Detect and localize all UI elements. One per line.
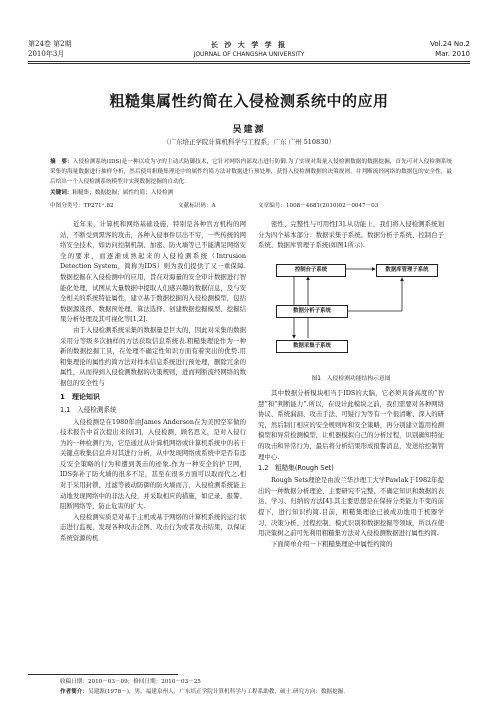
footnote-received: 收稿日期：2010－03－09；修回日期：2010－03－25 bbox=[60, 679, 201, 685]
subsection-heading-1-1: 1.1 入侵检测系统 bbox=[60, 405, 117, 414]
paragraph-confidentiality: 密性、完整性与可用性[3].从功能上，我们将入侵检测系统划分为四个基本部分：数据采集子系统、数据分析子系统、控制台子系统、数据库管理子系统(如图1所示). bbox=[258, 220, 444, 250]
figure-box-analysis: 数据分析子系统 bbox=[276, 305, 348, 318]
paper-title: 粗糙集属性约简在入侵检测系统中的应用 bbox=[109, 92, 389, 110]
figure-box-collect: 数据采集子系统 bbox=[276, 340, 348, 353]
header-journal-en: JOURNAL OF CHANGSHA UNIVERSITY bbox=[193, 51, 305, 58]
paragraph-ids: 入侵检测是在1980年由James Anderson在为美国空军做的技术报告中首次提出来的[3]，入侵检测，顾名思义，是对入侵行为的一种检测行为，它是通过从计算机网络或计算机系统中的若干关键点收集信息并对其进行分析，从中发现网络或系统中是否有违反安全策略的行为和遭到袭击的迹象.作为一种安全的护卫网，IDS弥补了防火墙的很多不足，甚至在很多方面可以取而代之.相对于采用封锁、过滤等被动防御的防火墙而言，入侵检测系统能主动地发现网络中的非法入侵，并采取相应的措施，如记录、报警、阻断网络等，防止危害的扩大. bbox=[60, 417, 246, 511]
keywords-text: 粗糙集；数据挖掘；属性约简；入侵检测 bbox=[72, 190, 174, 196]
paragraph-analysis-module: 其中数据分析模块相当于IDS的大脑，它必须具备高度的“智慧”和“判断能力”.所以，在设计此模块之前，我们需要对各种网络协议、系统漏洞、攻击手法、可疑行为等有一个很清晰、深入的研究，然后制订相应的安全规则库和安全策略，再分别建立滥用检测模型和异常检测模型，让机器模拟自己的分析过程，识别确知特征的攻击和异常行为，最后将分析结果形成报警消息，发送给控制管理中心. bbox=[258, 389, 444, 461]
paragraph-rough-sets: Rough Sets理论是由波兰华沙理工大学Pawlak于1982年提出的一种数据分析理论，主要研究不完整、不确定知识和数据的表达、学习、归纳的方法[4].其主要思想是在保持分类能力不变的前提下，进行知识约简.目前，粗糙集理论已被成功地用于机器学习、决策分析、过程控制、模式识别和数据挖掘等领域，所以在使用决策树之前可先利用粗糙集方法对入侵检测数据进行属性约简. bbox=[258, 476, 444, 538]
figure-box-database: 数据库管理子系统 bbox=[376, 264, 438, 277]
abstract-text: 入侵检测系统(IDS)是一种以攻为守的主动式防御技术，它针对网络内部攻击进行防御.为了实现对海量入侵检测数据的数据挖掘，首先可对入侵检测系统采集的海量数据进行抽样分析，然后使用粗糙集理论中的属性约简方法对数据进行预处理，获得入侵检测数据的决策规则，并判断流经网络的数据包的安全性，最后给出一个入侵检测系统模型并实现数据挖掘的自动化. bbox=[50, 159, 452, 185]
abstract bbox=[50, 157, 452, 187]
left-column bbox=[60, 219, 246, 544]
header-journal-cn: 长 沙 大 学 学 报 bbox=[210, 40, 288, 49]
abstract-label: 摘 要： bbox=[50, 159, 73, 165]
right-column-bottom bbox=[258, 388, 444, 549]
keywords bbox=[50, 189, 452, 198]
header-date-cn: 2010年3月 bbox=[28, 50, 65, 58]
paragraph-attribute-reduction: 下面简单介绍一下粗糙集理论中属性约简的 bbox=[271, 539, 393, 548]
section-heading-1: 1 理论知识 bbox=[60, 392, 100, 401]
paragraph-ids-2: 入侵检测实质是对基于主机或基于网络的计算机系统的运行状态进行监视，发现各种攻击企图、攻击行为或者攻击结果，以保证系统资源的机 bbox=[60, 512, 246, 543]
figure-box-console: 控制台子系统 bbox=[276, 264, 346, 277]
author: 吴建源 bbox=[232, 125, 266, 135]
intro-paragraph-1: 近年来，计算机和网络基础设施，特别是各种官方机构的网站，不断受到黑客的攻击，各种入侵事件层出不穷，一些传统的网络安全技术，如访问控制机制、加密、防火墙等已不能满足网络安全的要求，而逐渐成熟起来的入侵检测系统（Intrusion Detection System，简称为IDS）则为我们提供了又一重保障.数据挖掘在入侵检测中的应用，旨在对海量的安全审计数据进行智能化处理，试图从大量数据中提取人们感兴趣的数据信息，及与安全相关的系统特征属性，建立基于数据挖掘的入侵检测模型，包括数据源选择、数据预处理、算法选择、创建数据挖掘模型、挖掘结果分析处理及其可视化等[1,2]. bbox=[60, 220, 246, 324]
intro-paragraph-2: 由于入侵检测系统采集的数据量是巨大的，因此对采集的数据采用分等级多次抽样的方法获取信息系统表.粗糙集理论作为一种新的数据挖掘工具，在处理不确定性知识方面有着突出的优势.用粗集理论的属性约简方法对样本信息系统进行预处理，删除冗余的属性，从而得到入侵检测数据的决策规则，进而判断流经网络的数据包的安全性与 bbox=[60, 325, 246, 387]
header-rule-top bbox=[28, 61, 470, 62]
keywords-label: 关键词： bbox=[50, 190, 73, 196]
clc-number: 中图分类号：TP271⁺.82 bbox=[50, 203, 114, 209]
document-code: 文献标识码：A bbox=[178, 203, 216, 209]
figure-caption: 图1 入侵检测功能结构示意图 bbox=[311, 376, 391, 382]
article-number: 文章编号：1008－4681(2010)02－0047－03 bbox=[258, 203, 379, 209]
header-rule-bottom bbox=[28, 63, 470, 64]
right-column-top bbox=[258, 219, 444, 251]
header-volume-cn: 第24卷 第2期 bbox=[28, 40, 72, 48]
footnote-bio-label: 作者简介： bbox=[60, 689, 88, 695]
footnote-rule bbox=[28, 674, 178, 675]
subsection-heading-1-2: 1.2 粗糙集(Rough Set) bbox=[258, 464, 334, 473]
figure-1 bbox=[272, 261, 438, 371]
affiliation: （广东培正学院计算机科学与工程系，广东 广州 510830） bbox=[163, 138, 335, 146]
footnote-bio bbox=[60, 688, 345, 697]
header-volume-en: Vol.24 No.2 bbox=[430, 40, 470, 48]
footnote-bio-text: 吴建源(1978－)，男，福建泉州人，广东培正学院计算机科学与工程系助教，硕士.研究方向：数据挖掘. bbox=[87, 689, 346, 695]
header-date-en: Mar. 2010 bbox=[435, 50, 470, 58]
